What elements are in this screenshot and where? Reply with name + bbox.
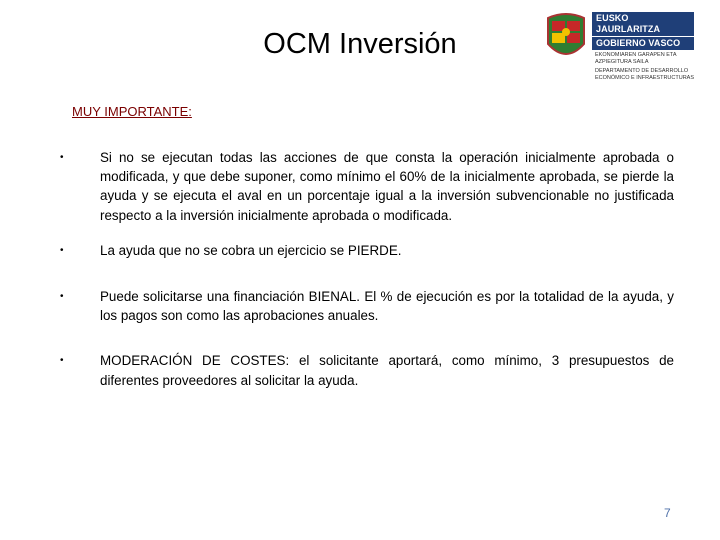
page-number: 7 — [664, 506, 671, 520]
list-item — [60, 148, 674, 225]
slide-title-text: OCM Inversión — [263, 28, 457, 60]
bullet-icon: • — [60, 244, 64, 256]
logo-department-spanish: DEPARTAMENTO DE DESARROLLO ECONÓMICO E INFRAESTRUCTURAS — [595, 68, 695, 81]
bullet-text: La ayuda que no se cobra un ejercicio se PIERDE. — [100, 242, 402, 258]
bullet-icon: • — [60, 152, 64, 163]
gobierno-vasco-logo — [544, 12, 694, 88]
list-item — [60, 241, 674, 260]
list-item — [60, 287, 674, 325]
coat-of-arms-icon — [544, 12, 588, 64]
bullet-text: Si no se ejecutan todas las acciones de que consta la operación inicialmente aprobada o modificada, y que debe suponer, como mínimo el 60% de la inicialmente aprobada, se pierde la ayuda y se ejecuta el aval en un porcentaje igual a la inversión subvencionable no justificada respecto a la inversión inicialmente aprobada o modificada. — [100, 150, 674, 223]
bullet-text: MODERACIÓN DE COSTES: el solicitante aportará, como mínimo, 3 presupuestos de diferentes proveedores al solicitar la ayuda. — [100, 353, 674, 388]
logo-text-block — [592, 12, 694, 82]
logo-department-basque: EKONOMIAREN GARAPEN ETA AZPIEGITURA SAILA — [595, 52, 677, 65]
bullet-list — [60, 148, 674, 390]
logo-line-2: GOBIERNO VASCO — [592, 37, 694, 50]
bullet-text: Puede solicitarse una financiación BIENAL. El % de ejecución es por la totalidad de la ayuda, y los pagos son como las aprobaciones anuales. — [100, 289, 674, 324]
bullet-icon: • — [60, 355, 64, 367]
list-item — [60, 351, 674, 389]
bullet-icon: • — [60, 291, 64, 303]
important-heading: MUY IMPORTANTE: — [72, 104, 192, 119]
logo-line-1: EUSKO JAURLARITZA — [592, 12, 694, 36]
